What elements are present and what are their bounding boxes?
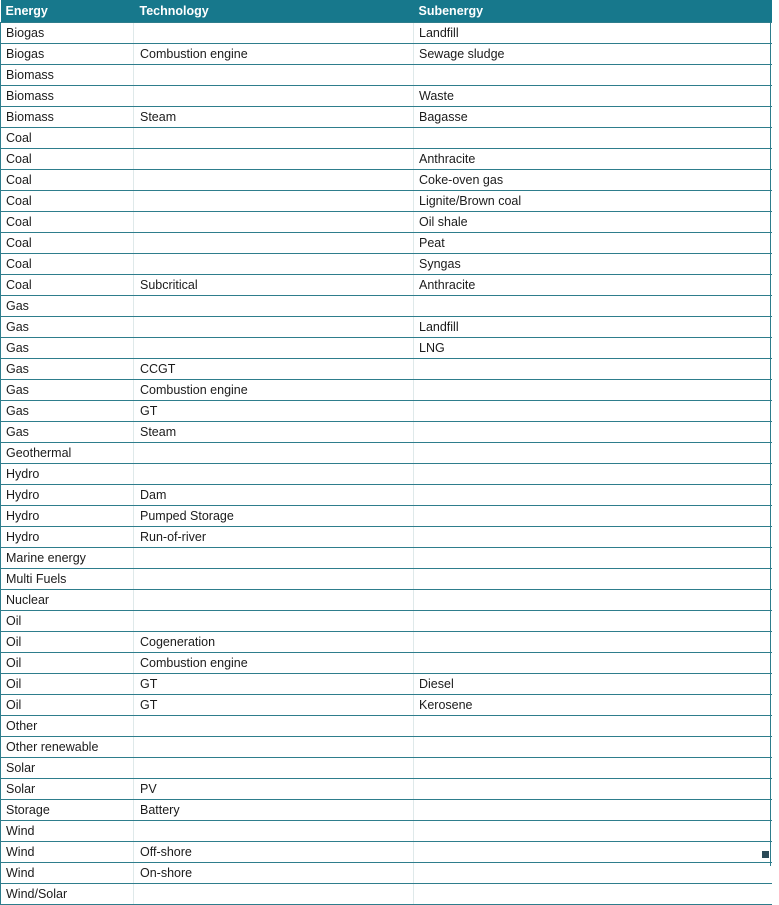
cell-subenergy[interactable] xyxy=(414,380,772,401)
cell-energy[interactable]: Biomass xyxy=(1,86,134,107)
table-row[interactable] xyxy=(1,380,772,401)
cell-energy[interactable]: Hydro xyxy=(1,506,134,527)
cell-subenergy[interactable]: Oil shale xyxy=(414,212,772,233)
column-header-subenergy[interactable]: Subenergy xyxy=(414,0,772,23)
table-row[interactable] xyxy=(1,212,772,233)
cell-technology[interactable] xyxy=(134,758,414,779)
cell-technology[interactable] xyxy=(134,821,414,842)
table-row[interactable] xyxy=(1,170,772,191)
cell-subenergy[interactable]: Syngas xyxy=(414,254,772,275)
cell-subenergy[interactable] xyxy=(414,548,772,569)
cell-energy[interactable]: Oil xyxy=(1,632,134,653)
cell-energy[interactable]: Storage xyxy=(1,800,134,821)
cell-energy[interactable]: Other renewable xyxy=(1,737,134,758)
cell-technology[interactable] xyxy=(134,296,414,317)
cell-energy[interactable]: Oil xyxy=(1,695,134,716)
table-row[interactable] xyxy=(1,296,772,317)
table-row[interactable] xyxy=(1,86,772,107)
cell-technology[interactable]: Run-of-river xyxy=(134,527,414,548)
cell-technology[interactable] xyxy=(134,212,414,233)
cell-energy[interactable]: Coal xyxy=(1,212,134,233)
table-row[interactable] xyxy=(1,758,772,779)
cell-subenergy[interactable] xyxy=(414,422,772,443)
cell-technology[interactable] xyxy=(134,128,414,149)
table-row[interactable] xyxy=(1,527,772,548)
cell-energy[interactable]: Hydro xyxy=(1,527,134,548)
column-header-energy[interactable]: Energy xyxy=(1,0,134,23)
cell-subenergy[interactable]: Kerosene xyxy=(414,695,772,716)
cell-energy[interactable]: Coal xyxy=(1,233,134,254)
cell-energy[interactable]: Oil xyxy=(1,653,134,674)
cell-energy[interactable]: Oil xyxy=(1,611,134,632)
cell-technology[interactable]: Off-shore xyxy=(134,842,414,863)
cell-technology[interactable]: Steam xyxy=(134,422,414,443)
cell-energy[interactable]: Gas xyxy=(1,296,134,317)
table-row[interactable] xyxy=(1,842,772,863)
cell-subenergy[interactable] xyxy=(414,359,772,380)
cell-subenergy[interactable] xyxy=(414,737,772,758)
table-row[interactable] xyxy=(1,23,772,44)
cell-subenergy[interactable] xyxy=(414,821,772,842)
cell-energy[interactable]: Marine energy xyxy=(1,548,134,569)
table-row[interactable] xyxy=(1,107,772,128)
table-row[interactable] xyxy=(1,674,772,695)
table-row[interactable] xyxy=(1,716,772,737)
table-row[interactable] xyxy=(1,548,772,569)
table-row[interactable] xyxy=(1,233,772,254)
cell-energy[interactable]: Wind/Solar xyxy=(1,884,134,905)
cell-energy[interactable]: Solar xyxy=(1,758,134,779)
table-left-border xyxy=(0,22,1,866)
cell-subenergy[interactable] xyxy=(414,779,772,800)
cell-energy[interactable]: Hydro xyxy=(1,464,134,485)
cell-subenergy[interactable] xyxy=(414,527,772,548)
cell-energy[interactable]: Solar xyxy=(1,779,134,800)
table-row[interactable] xyxy=(1,338,772,359)
table-row[interactable] xyxy=(1,422,772,443)
cell-technology[interactable] xyxy=(134,884,414,905)
cell-energy[interactable]: Biomass xyxy=(1,65,134,86)
cell-technology[interactable] xyxy=(134,23,414,44)
table-row[interactable] xyxy=(1,590,772,611)
column-header-technology[interactable]: Technology xyxy=(134,0,414,23)
table-row[interactable] xyxy=(1,359,772,380)
cell-subenergy[interactable]: Bagasse xyxy=(414,107,772,128)
cell-technology[interactable]: CCGT xyxy=(134,359,414,380)
cell-energy[interactable]: Biomass xyxy=(1,107,134,128)
cell-technology[interactable] xyxy=(134,233,414,254)
cell-technology[interactable]: On-shore xyxy=(134,863,414,884)
cell-technology[interactable]: Combustion engine xyxy=(134,380,414,401)
cell-subenergy[interactable] xyxy=(414,296,772,317)
cell-technology[interactable]: Subcritical xyxy=(134,275,414,296)
table-row[interactable] xyxy=(1,821,772,842)
cell-technology[interactable]: GT xyxy=(134,695,414,716)
table-row[interactable] xyxy=(1,800,772,821)
cell-energy[interactable]: Coal xyxy=(1,170,134,191)
cell-subenergy[interactable] xyxy=(414,569,772,590)
cell-energy[interactable]: Oil xyxy=(1,674,134,695)
cell-energy[interactable]: Gas xyxy=(1,359,134,380)
cell-technology[interactable] xyxy=(134,254,414,275)
cell-energy[interactable]: Gas xyxy=(1,317,134,338)
cell-technology[interactable] xyxy=(134,548,414,569)
table-row[interactable] xyxy=(1,653,772,674)
cell-energy[interactable]: Gas xyxy=(1,401,134,422)
cell-subenergy[interactable]: Landfill xyxy=(414,317,772,338)
cell-energy[interactable]: Gas xyxy=(1,422,134,443)
table-row[interactable] xyxy=(1,191,772,212)
cell-technology[interactable] xyxy=(134,737,414,758)
table-row[interactable] xyxy=(1,275,772,296)
cell-energy[interactable]: Gas xyxy=(1,380,134,401)
table-row[interactable] xyxy=(1,779,772,800)
table-row[interactable] xyxy=(1,65,772,86)
cell-technology[interactable] xyxy=(134,191,414,212)
table-row[interactable] xyxy=(1,149,772,170)
table-row[interactable] xyxy=(1,44,772,65)
cell-subenergy[interactable] xyxy=(414,842,772,863)
table-row[interactable] xyxy=(1,443,772,464)
cell-energy[interactable]: Coal xyxy=(1,254,134,275)
cell-technology[interactable]: Dam xyxy=(134,485,414,506)
cell-subenergy[interactable] xyxy=(414,65,772,86)
cell-subenergy[interactable] xyxy=(414,128,772,149)
header-row xyxy=(1,0,772,23)
cell-subenergy[interactable]: LNG xyxy=(414,338,772,359)
cell-subenergy[interactable] xyxy=(414,485,772,506)
resize-handle-icon[interactable] xyxy=(762,851,769,858)
cell-energy[interactable]: Coal xyxy=(1,191,134,212)
cell-subenergy[interactable] xyxy=(414,716,772,737)
cell-technology[interactable] xyxy=(134,65,414,86)
cell-energy[interactable]: Coal xyxy=(1,275,134,296)
cell-energy[interactable]: Hydro xyxy=(1,485,134,506)
cell-subenergy[interactable] xyxy=(414,590,772,611)
cell-energy[interactable]: Other xyxy=(1,716,134,737)
cell-subenergy[interactable]: Landfill xyxy=(414,23,772,44)
cell-technology[interactable] xyxy=(134,464,414,485)
cell-subenergy[interactable] xyxy=(414,611,772,632)
table-right-border xyxy=(770,22,771,866)
table-row[interactable] xyxy=(1,695,772,716)
table-row[interactable] xyxy=(1,737,772,758)
cell-subenergy[interactable] xyxy=(414,632,772,653)
cell-energy[interactable]: Wind xyxy=(1,863,134,884)
cell-energy[interactable]: Gas xyxy=(1,338,134,359)
cell-subenergy[interactable]: Diesel xyxy=(414,674,772,695)
cell-technology[interactable] xyxy=(134,317,414,338)
cell-technology[interactable]: GT xyxy=(134,674,414,695)
table-header xyxy=(1,0,772,23)
cell-technology[interactable]: Steam xyxy=(134,107,414,128)
cell-energy[interactable]: Multi Fuels xyxy=(1,569,134,590)
cell-technology[interactable] xyxy=(134,716,414,737)
cell-technology[interactable] xyxy=(134,338,414,359)
cell-technology[interactable]: Battery xyxy=(134,800,414,821)
cell-technology[interactable]: Combustion engine xyxy=(134,653,414,674)
cell-technology[interactable] xyxy=(134,443,414,464)
table-row[interactable] xyxy=(1,884,772,905)
cell-technology[interactable]: GT xyxy=(134,401,414,422)
cell-technology[interactable] xyxy=(134,569,414,590)
table-row[interactable] xyxy=(1,464,772,485)
cell-energy[interactable]: Biogas xyxy=(1,23,134,44)
cell-technology[interactable] xyxy=(134,149,414,170)
cell-subenergy[interactable]: Lignite/Brown coal xyxy=(414,191,772,212)
table-row[interactable] xyxy=(1,128,772,149)
cell-subenergy[interactable]: Waste xyxy=(414,86,772,107)
cell-subenergy[interactable] xyxy=(414,884,772,905)
cell-technology[interactable]: Cogeneration xyxy=(134,632,414,653)
cell-energy[interactable]: Coal xyxy=(1,149,134,170)
table-row[interactable] xyxy=(1,254,772,275)
cell-technology[interactable] xyxy=(134,590,414,611)
table-row[interactable] xyxy=(1,611,772,632)
cell-subenergy[interactable] xyxy=(414,800,772,821)
table-body xyxy=(1,23,772,905)
cell-subenergy[interactable] xyxy=(414,506,772,527)
cell-subenergy[interactable]: Anthracite xyxy=(414,149,772,170)
cell-subenergy[interactable]: Sewage sludge xyxy=(414,44,772,65)
cell-subenergy[interactable]: Anthracite xyxy=(414,275,772,296)
cell-subenergy[interactable] xyxy=(414,758,772,779)
cell-energy[interactable]: Nuclear xyxy=(1,590,134,611)
cell-technology[interactable] xyxy=(134,170,414,191)
table-row[interactable] xyxy=(1,632,772,653)
table-row[interactable] xyxy=(1,506,772,527)
table-row[interactable] xyxy=(1,317,772,338)
cell-energy[interactable]: Geothermal xyxy=(1,443,134,464)
cell-energy[interactable]: Coal xyxy=(1,128,134,149)
cell-energy[interactable]: Wind xyxy=(1,821,134,842)
cell-subenergy[interactable] xyxy=(414,464,772,485)
cell-subenergy[interactable] xyxy=(414,401,772,422)
cell-subenergy[interactable] xyxy=(414,653,772,674)
table-row[interactable] xyxy=(1,485,772,506)
cell-subenergy[interactable]: Coke-oven gas xyxy=(414,170,772,191)
cell-subenergy[interactable]: Peat xyxy=(414,233,772,254)
table-row[interactable] xyxy=(1,401,772,422)
cell-energy[interactable]: Biogas xyxy=(1,44,134,65)
cell-technology[interactable] xyxy=(134,86,414,107)
table-row[interactable] xyxy=(1,569,772,590)
cell-technology[interactable]: Combustion engine xyxy=(134,44,414,65)
cell-technology[interactable]: PV xyxy=(134,779,414,800)
cell-subenergy[interactable] xyxy=(414,443,772,464)
cell-technology[interactable] xyxy=(134,611,414,632)
cell-technology[interactable]: Pumped Storage xyxy=(134,506,414,527)
cell-energy[interactable]: Wind xyxy=(1,842,134,863)
